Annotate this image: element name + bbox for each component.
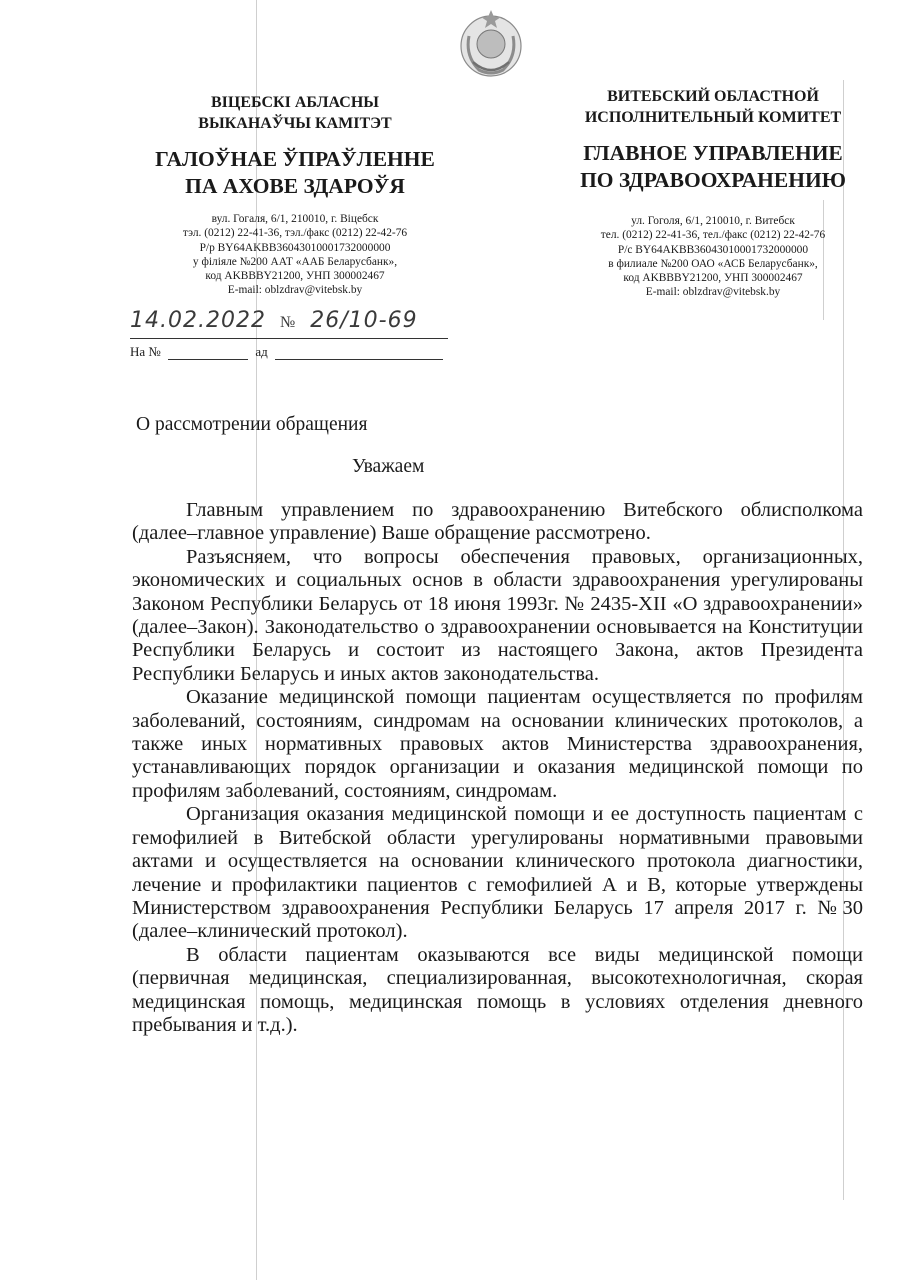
address-line: Р/р BY64AKBB36043010001732000000 [199, 241, 391, 254]
address-line: ул. Гоголя, 6/1, 210010, г. Витебск [631, 215, 795, 227]
dept-name-line1: ГАЛОЎНАЕ ЎПРАЎЛЕННЕ [155, 147, 435, 171]
letter-subject: О рассмотрении обращения [136, 414, 368, 435]
address-line: E-mail: oblzdrav@vitebsk.by [645, 286, 781, 299]
dept-name-line2: ПА АХОВЕ ЗДАРОЎЯ [185, 174, 405, 198]
dept-name-line1: ГЛАВНОЕ УПРАВЛЕНИЕ [583, 141, 843, 165]
org-name-line1: ВИТЕБСКИЙ ОБЛАСТНОЙ [607, 88, 819, 105]
address-block [548, 214, 878, 300]
registration-date: 14.02.2022 [130, 308, 266, 333]
dept-name-line2: ПО ЗДРАВООХРАНЕНИЮ [580, 168, 846, 192]
registration-number: 26/10-69 [310, 308, 418, 333]
reference-blank [168, 345, 248, 360]
registration-number-label: № [279, 314, 297, 331]
address-line: код AKBBBY21200, УНП 300002467 [623, 272, 803, 285]
body-paragraph: Организация оказания медицинской помощи и ее доступность пациентам с гемофилией в Витебской области урегулированы нормативными правовыми актами и осуществляется на основании клинического протокола диагностики, лечение и профилактики пациентов с гемофилией А и В, которые утверждены Министерством здравоохранения Республики Беларусь 17 апреля 2017 г. №30 (далее–клинический протокол). [132, 803, 863, 943]
reference-line [130, 344, 450, 360]
address-line: вул. Гогаля, 6/1, 210010, г. Віцебск [211, 213, 379, 225]
header-russian [548, 86, 878, 300]
address-line: у філіяле №200 ААТ «ААБ Беларусбанк», [192, 255, 398, 268]
address-line: код AKBBBY21200, УНП 300002467 [205, 270, 385, 283]
letter-greeting: Уважаем [352, 456, 425, 477]
address-block [140, 212, 450, 298]
body-paragraph: Главным управлением по здравоохранению Витебского облисполкома (далее–главное управление) Ваше обращение рассмотрено. [132, 499, 863, 545]
reference-label: На № [130, 344, 161, 359]
registration-date-number [130, 308, 448, 339]
org-name-line2: ИСПОЛНИТЕЛЬНЫЙ КОМИТЕТ [584, 109, 842, 126]
org-name-line2: ВЫКАНАЎЧЫ КАМІТЭТ [198, 115, 392, 132]
state-emblem-icon [455, 6, 527, 82]
address-line: Р/с BY64AKBB36043010001732000000 [617, 243, 809, 256]
reference-ad-label: ад [255, 344, 268, 359]
address-line: в филиале №200 ОАО «АСБ Беларусбанк», [608, 257, 818, 270]
address-line: тел. (0212) 22-41-36, тел./факс (0212) 22-42-76 [600, 229, 826, 242]
address-line: E-mail: oblzdrav@vitebsk.by [227, 284, 363, 297]
body-paragraph: Оказание медицинской помощи пациентам осуществляется по профилям заболеваний, состояниям, синдромам на основании клинических протоколов, а также иных нормативных правовых актов Министерства здравоохранения, устанавливающих порядок организации и оказания медицинской помощи по профилям заболеваний, состояниям, синдромам. [132, 686, 863, 802]
body-paragraph: В области пациентам оказываются все виды медицинской помощи (первичная медицинская, специализированная, высокотехнологичная, скорая медицинская помощь, медицинская помощь в условиях отделения дневного пребывания и т.д.). [132, 943, 863, 1036]
body-paragraph: Разъясняем, что вопросы обеспечения правовых, организационных, экономических и социальных основ в области здравоохранения урегулированы Законом Республики Беларусь от 18 июня 1993г. № 2435-XII «О здравоохранении» (далее–Закон). Законодательство о здравоохранении основывается на Конституции Республики Беларусь и состоит из настоящего Закона, актов Президента Республики Беларусь и иных актов законодательства. [132, 545, 863, 685]
header-belarusian [140, 92, 450, 298]
org-name-line1: ВІЦЕБСКІ АБЛАСНЫ [211, 94, 379, 111]
letter-body [132, 499, 863, 1037]
reference-blank [275, 345, 443, 360]
address-line: тэл. (0212) 22-41-36, тэл./факс (0212) 22-42-76 [182, 227, 408, 240]
